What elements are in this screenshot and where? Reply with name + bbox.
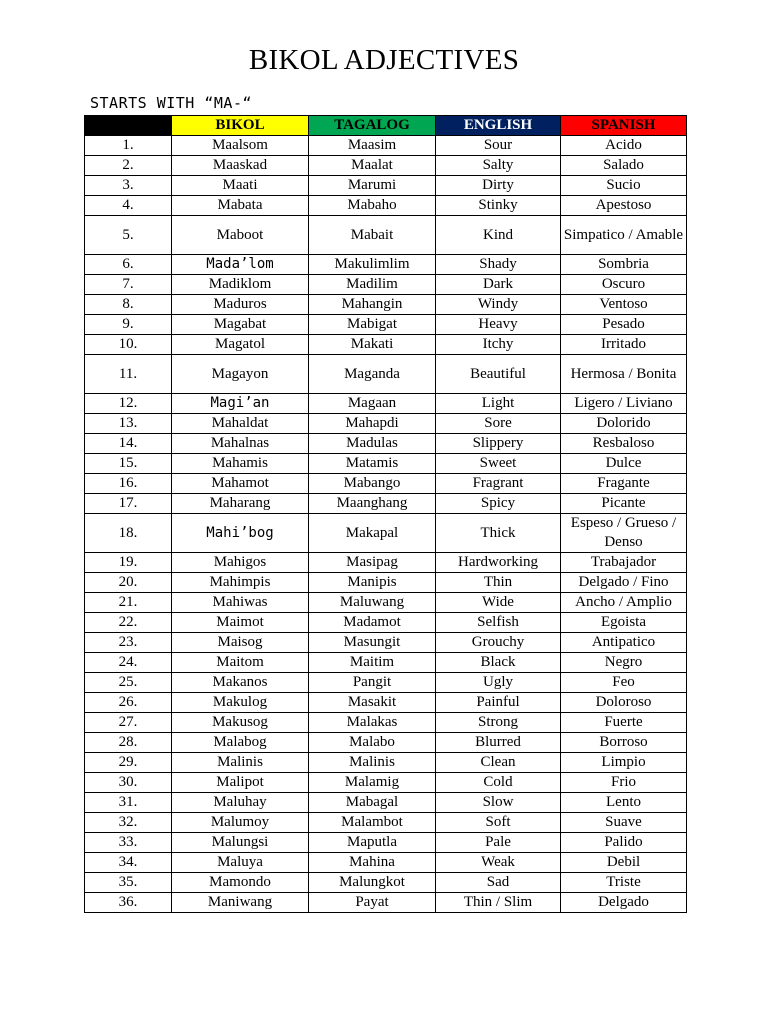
row-number: 33. [85, 833, 172, 853]
header-number [85, 116, 172, 136]
tagalog-cell: Payat [309, 893, 436, 913]
row-number: 15. [85, 454, 172, 474]
english-cell: Slippery [436, 434, 561, 454]
english-cell: Clean [436, 753, 561, 773]
spanish-cell: Simpatico / Amable [561, 216, 687, 255]
bikol-cell: Mahaldat [172, 414, 309, 434]
spanish-cell: Negro [561, 653, 687, 673]
tagalog-cell: Maasim [309, 136, 436, 156]
table-row [85, 653, 687, 673]
english-cell: Dark [436, 275, 561, 295]
bikol-cell: Magi’an [172, 394, 309, 414]
spanish-cell: Delgado / Fino [561, 573, 687, 593]
tagalog-cell: Matamis [309, 454, 436, 474]
row-number: 34. [85, 853, 172, 873]
table-row [85, 813, 687, 833]
bikol-cell: Maduros [172, 295, 309, 315]
adjectives-table [84, 115, 687, 913]
table-row [85, 573, 687, 593]
english-cell: Kind [436, 216, 561, 255]
table-row [85, 673, 687, 693]
tagalog-cell: Maalat [309, 156, 436, 176]
spanish-cell: Acido [561, 136, 687, 156]
table-row [85, 216, 687, 255]
row-number: 19. [85, 553, 172, 573]
bikol-cell: Mada’lom [172, 255, 309, 275]
table-row [85, 156, 687, 176]
table-row [85, 613, 687, 633]
tagalog-cell: Magaan [309, 394, 436, 414]
english-cell: Sweet [436, 454, 561, 474]
english-cell: Selfish [436, 613, 561, 633]
row-number: 31. [85, 793, 172, 813]
bikol-cell: Maalsom [172, 136, 309, 156]
row-number: 22. [85, 613, 172, 633]
spanish-cell: Dolorido [561, 414, 687, 434]
english-cell: Weak [436, 853, 561, 873]
bikol-cell: Mahiwas [172, 593, 309, 613]
spanish-cell: Fragante [561, 474, 687, 494]
table-row [85, 833, 687, 853]
english-cell: Fragrant [436, 474, 561, 494]
spanish-cell: Oscuro [561, 275, 687, 295]
bikol-cell: Magatol [172, 335, 309, 355]
row-number: 11. [85, 355, 172, 394]
table-row [85, 315, 687, 335]
table-row [85, 136, 687, 156]
english-cell: Cold [436, 773, 561, 793]
spanish-cell: Suave [561, 813, 687, 833]
bikol-cell: Malumoy [172, 813, 309, 833]
english-cell: Salty [436, 156, 561, 176]
bikol-cell: Mahi’bog [172, 514, 309, 553]
row-number: 21. [85, 593, 172, 613]
row-number: 25. [85, 673, 172, 693]
tagalog-cell: Makulimlim [309, 255, 436, 275]
tagalog-cell: Maanghang [309, 494, 436, 514]
spanish-cell: Pesado [561, 315, 687, 335]
bikol-cell: Maluya [172, 853, 309, 873]
english-cell: Sore [436, 414, 561, 434]
spanish-cell: Egoista [561, 613, 687, 633]
row-number: 6. [85, 255, 172, 275]
tagalog-cell: Maitim [309, 653, 436, 673]
bikol-cell: Makanos [172, 673, 309, 693]
row-number: 3. [85, 176, 172, 196]
tagalog-cell: Makati [309, 335, 436, 355]
english-cell: Slow [436, 793, 561, 813]
english-cell: Painful [436, 693, 561, 713]
bikol-cell: Maisog [172, 633, 309, 653]
english-cell: Sad [436, 873, 561, 893]
spanish-cell: Ligero / Liviano [561, 394, 687, 414]
bikol-cell: Mamondo [172, 873, 309, 893]
row-number: 4. [85, 196, 172, 216]
bikol-cell: Maniwang [172, 893, 309, 913]
english-cell: Black [436, 653, 561, 673]
bikol-cell: Mahimpis [172, 573, 309, 593]
table-row [85, 893, 687, 913]
row-number: 36. [85, 893, 172, 913]
tagalog-cell: Pangit [309, 673, 436, 693]
header-english: ENGLISH [436, 116, 561, 136]
tagalog-cell: Malamig [309, 773, 436, 793]
table-row [85, 295, 687, 315]
spanish-cell: Lento [561, 793, 687, 813]
spanish-cell: Triste [561, 873, 687, 893]
row-number: 30. [85, 773, 172, 793]
spanish-cell: Borroso [561, 733, 687, 753]
bikol-cell: Magabat [172, 315, 309, 335]
table-row [85, 335, 687, 355]
spanish-cell: Feo [561, 673, 687, 693]
tagalog-cell: Mabagal [309, 793, 436, 813]
row-number: 8. [85, 295, 172, 315]
english-cell: Thick [436, 514, 561, 553]
bikol-cell: Maati [172, 176, 309, 196]
spanish-cell: Fuerte [561, 713, 687, 733]
bikol-cell: Mahamis [172, 454, 309, 474]
row-number: 16. [85, 474, 172, 494]
tagalog-cell: Mahapdi [309, 414, 436, 434]
bikol-cell: Makulog [172, 693, 309, 713]
table-row [85, 176, 687, 196]
row-number: 24. [85, 653, 172, 673]
spanish-cell: Debil [561, 853, 687, 873]
bikol-cell: Maluhay [172, 793, 309, 813]
table-row [85, 414, 687, 434]
bikol-cell: Malungsi [172, 833, 309, 853]
row-number: 2. [85, 156, 172, 176]
table-row [85, 733, 687, 753]
spanish-cell: Dulce [561, 454, 687, 474]
table-row [85, 593, 687, 613]
tagalog-cell: Mabigat [309, 315, 436, 335]
table-row [85, 394, 687, 414]
table-row [85, 275, 687, 295]
spanish-cell: Sucio [561, 176, 687, 196]
bikol-cell: Malipot [172, 773, 309, 793]
tagalog-cell: Masipag [309, 553, 436, 573]
header-row [85, 116, 687, 136]
bikol-cell: Mahigos [172, 553, 309, 573]
english-cell: Shady [436, 255, 561, 275]
bikol-cell: Mahamot [172, 474, 309, 494]
spanish-cell: Irritado [561, 335, 687, 355]
tagalog-cell: Marumi [309, 176, 436, 196]
row-number: 26. [85, 693, 172, 713]
row-number: 7. [85, 275, 172, 295]
tagalog-cell: Manipis [309, 573, 436, 593]
spanish-cell: Delgado [561, 893, 687, 913]
spanish-cell: Sombria [561, 255, 687, 275]
row-number: 32. [85, 813, 172, 833]
tagalog-cell: Mabango [309, 474, 436, 494]
english-cell: Blurred [436, 733, 561, 753]
english-cell: Grouchy [436, 633, 561, 653]
tagalog-cell: Maputla [309, 833, 436, 853]
bikol-cell: Maboot [172, 216, 309, 255]
tagalog-cell: Malungkot [309, 873, 436, 893]
tagalog-cell: Malambot [309, 813, 436, 833]
row-number: 35. [85, 873, 172, 893]
tagalog-cell: Maluwang [309, 593, 436, 613]
english-cell: Pale [436, 833, 561, 853]
table-row [85, 434, 687, 454]
bikol-cell: Maitom [172, 653, 309, 673]
spanish-cell: Ventoso [561, 295, 687, 315]
english-cell: Dirty [436, 176, 561, 196]
tagalog-cell: Mabait [309, 216, 436, 255]
english-cell: Stinky [436, 196, 561, 216]
english-cell: Itchy [436, 335, 561, 355]
table-row [85, 196, 687, 216]
row-number: 13. [85, 414, 172, 434]
page-title: BIKOL ADJECTIVES [248, 44, 520, 76]
spanish-cell: Hermosa / Bonita [561, 355, 687, 394]
bikol-cell: Magayon [172, 355, 309, 394]
table-row [85, 713, 687, 733]
table-row [85, 633, 687, 653]
row-number: 1. [85, 136, 172, 156]
bikol-cell: Malinis [172, 753, 309, 773]
tagalog-cell: Masungit [309, 633, 436, 653]
spanish-cell: Picante [561, 494, 687, 514]
english-cell: Thin [436, 573, 561, 593]
spanish-cell: Espeso / Grueso / Denso [561, 514, 687, 553]
spanish-cell: Frio [561, 773, 687, 793]
english-cell: Thin / Slim [436, 893, 561, 913]
english-cell: Soft [436, 813, 561, 833]
spanish-cell: Antipatico [561, 633, 687, 653]
english-cell: Hardworking [436, 553, 561, 573]
table-row [85, 255, 687, 275]
bikol-cell: Mabata [172, 196, 309, 216]
table-row [85, 773, 687, 793]
table-row [85, 355, 687, 394]
tagalog-cell: Madulas [309, 434, 436, 454]
tagalog-cell: Malinis [309, 753, 436, 773]
spanish-cell: Resbaloso [561, 434, 687, 454]
bikol-cell: Mahalnas [172, 434, 309, 454]
english-cell: Beautiful [436, 355, 561, 394]
header-spanish: SPANISH [561, 116, 687, 136]
bikol-cell: Maharang [172, 494, 309, 514]
table-row [85, 793, 687, 813]
row-number: 5. [85, 216, 172, 255]
row-number: 12. [85, 394, 172, 414]
english-cell: Ugly [436, 673, 561, 693]
header-tagalog: TAGALOG [309, 116, 436, 136]
row-number: 23. [85, 633, 172, 653]
table-row [85, 494, 687, 514]
english-cell: Wide [436, 593, 561, 613]
tagalog-cell: Mahangin [309, 295, 436, 315]
spanish-cell: Salado [561, 156, 687, 176]
tagalog-cell: Mahina [309, 853, 436, 873]
spanish-cell: Apestoso [561, 196, 687, 216]
tagalog-cell: Masakit [309, 693, 436, 713]
tagalog-cell: Madilim [309, 275, 436, 295]
tagalog-cell: Madamot [309, 613, 436, 633]
english-cell: Light [436, 394, 561, 414]
english-cell: Strong [436, 713, 561, 733]
table-row [85, 553, 687, 573]
table-row [85, 753, 687, 773]
spanish-cell: Doloroso [561, 693, 687, 713]
spanish-cell: Trabajador [561, 553, 687, 573]
tagalog-cell: Mabaho [309, 196, 436, 216]
bikol-cell: Maaskad [172, 156, 309, 176]
table-row [85, 474, 687, 494]
table-row [85, 693, 687, 713]
bikol-cell: Maimot [172, 613, 309, 633]
bikol-cell: Makusog [172, 713, 309, 733]
row-number: 29. [85, 753, 172, 773]
table-row [85, 853, 687, 873]
section-subtitle: STARTS WITH “MA-“ [90, 94, 253, 112]
tagalog-cell: Malakas [309, 713, 436, 733]
row-number: 20. [85, 573, 172, 593]
table-row [85, 514, 687, 553]
row-number: 9. [85, 315, 172, 335]
tagalog-cell: Maganda [309, 355, 436, 394]
row-number: 10. [85, 335, 172, 355]
bikol-cell: Madiklom [172, 275, 309, 295]
tagalog-cell: Makapal [309, 514, 436, 553]
english-cell: Sour [436, 136, 561, 156]
spanish-cell: Ancho / Amplio [561, 593, 687, 613]
row-number: 27. [85, 713, 172, 733]
english-cell: Windy [436, 295, 561, 315]
row-number: 17. [85, 494, 172, 514]
row-number: 18. [85, 514, 172, 553]
table-row [85, 873, 687, 893]
row-number: 28. [85, 733, 172, 753]
row-number: 14. [85, 434, 172, 454]
bikol-cell: Malabog [172, 733, 309, 753]
english-cell: Spicy [436, 494, 561, 514]
tagalog-cell: Malabo [309, 733, 436, 753]
spanish-cell: Limpio [561, 753, 687, 773]
spanish-cell: Palido [561, 833, 687, 853]
header-bikol: BIKOL [172, 116, 309, 136]
english-cell: Heavy [436, 315, 561, 335]
table-row [85, 454, 687, 474]
